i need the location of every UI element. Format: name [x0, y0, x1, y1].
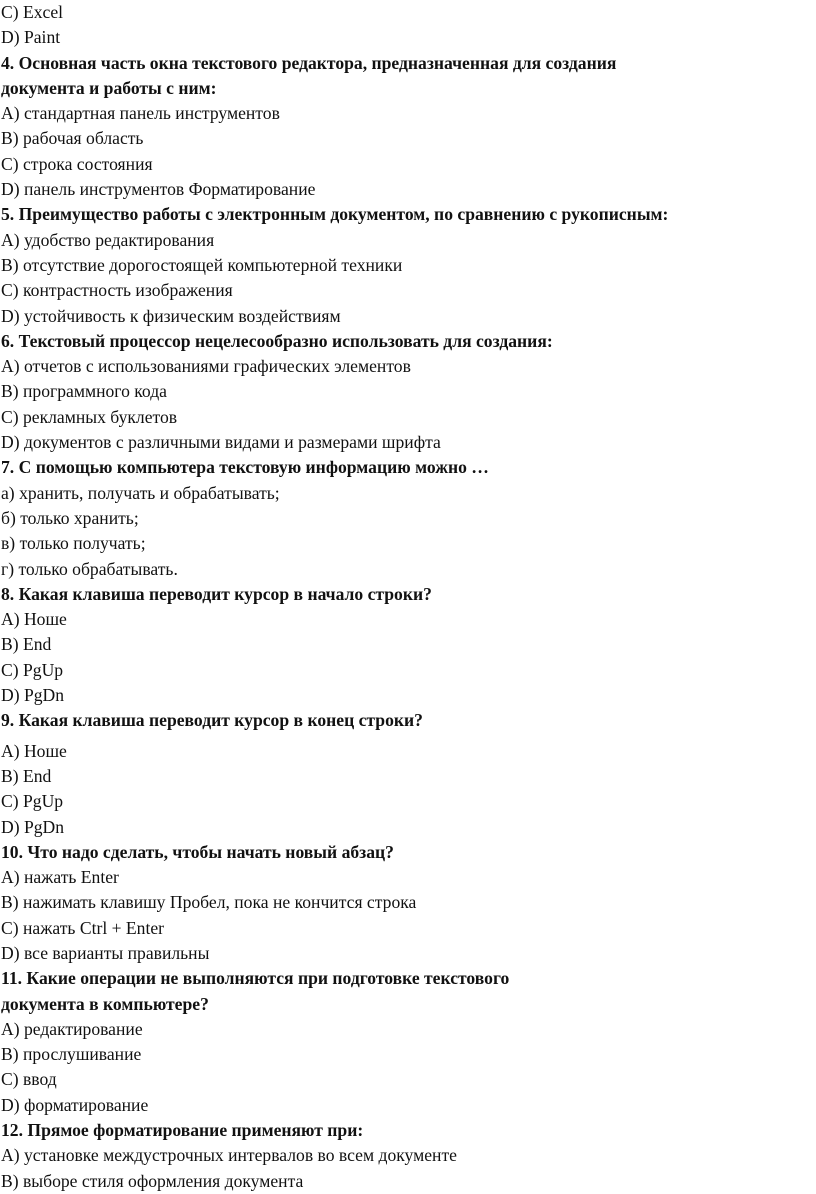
answer-option: D) Paint	[1, 27, 61, 48]
answer-option: D) PgDn	[1, 685, 65, 706]
answer-option: A) редактирование	[1, 1018, 143, 1039]
answer-option: D) PgDn	[1, 816, 65, 837]
answer-option: C) ввод	[1, 1069, 57, 1090]
answer-option: C) рекламных буклетов	[1, 406, 178, 427]
answer-option: D) документов с различными видами и размерами шрифта	[1, 432, 441, 453]
question-text: 10. Что надо сделать, чтобы начать новый абзац?	[1, 841, 394, 862]
question-text: 6. Текстовый процессор нецелесообразно использовать для создания:	[1, 330, 553, 351]
answer-option: C) нажать Ctrl + Enter	[1, 917, 165, 938]
answer-option: A) отчетов с использованиями графических элементов	[1, 356, 411, 377]
answer-option: г) только обрабатывать.	[1, 558, 178, 579]
answer-option: а) хранить, получать и обрабатывать;	[1, 482, 280, 503]
answer-option: A) нажать Enter	[1, 867, 119, 888]
answer-option: б) только хранить;	[1, 507, 139, 528]
answer-option: D) устойчивость к физическим воздействиям	[1, 305, 341, 326]
answer-option: B) отсутствие дорогостоящей компьютерной техники	[1, 254, 403, 275]
question-text: 9. Какая клавиша переводит курсор в конец строки?	[1, 710, 423, 731]
answer-option: A) удобство редактирования	[1, 229, 215, 250]
answer-option: в) только получать;	[1, 533, 146, 554]
answer-option: C) строка состояния	[1, 153, 153, 174]
question-text: 11. Какие операции не выполняются при подготовке текстового	[1, 968, 510, 989]
answer-option: B) программного кода	[1, 381, 167, 402]
question-text: 8. Какая клавиша переводит курсор в начало строки?	[1, 583, 432, 604]
answer-option: B) рабочая область	[1, 128, 144, 149]
answer-option: B) прослушивание	[1, 1044, 142, 1065]
question-text: 4. Основная часть окна текстового редактора, предназначенная для создания	[1, 52, 617, 73]
answer-option: B) нажимать клавишу Пробел, пока не кончится строка	[1, 892, 417, 913]
answer-option: A) Ноше	[1, 740, 67, 761]
question-text: 12. Прямое форматирование применяют при:	[1, 1120, 364, 1141]
answer-option: B) выборе стиля оформления документа	[1, 1170, 304, 1191]
answer-option: A) Ноше	[1, 609, 67, 630]
answer-option: B) End	[1, 765, 52, 786]
answer-option: D) все варианты правильны	[1, 942, 210, 963]
answer-option: B) End	[1, 634, 52, 655]
question-text: документа и работы с ним:	[1, 77, 217, 98]
answer-option: C) PgUp	[1, 791, 64, 812]
answer-option: C) PgUp	[1, 659, 64, 680]
answer-option: C) Excel	[1, 2, 64, 22]
question-text: 5. Преимущество работы с электронным документом, по сравнению с рукописным:	[1, 204, 669, 225]
answer-option: A) стандартная панель инструментов	[1, 103, 280, 124]
question-text: 7. С помощью компьютера текстовую информацию можно …	[1, 457, 489, 478]
answer-option: A) установке междустрочных интервалов во всем документе	[1, 1145, 457, 1166]
answer-option: D) форматирование	[1, 1094, 149, 1115]
answer-option: C) контрастность изображения	[1, 280, 233, 301]
question-text: документа в компьютере?	[1, 993, 209, 1014]
answer-option: D) панель инструментов Форматирование	[1, 179, 316, 200]
